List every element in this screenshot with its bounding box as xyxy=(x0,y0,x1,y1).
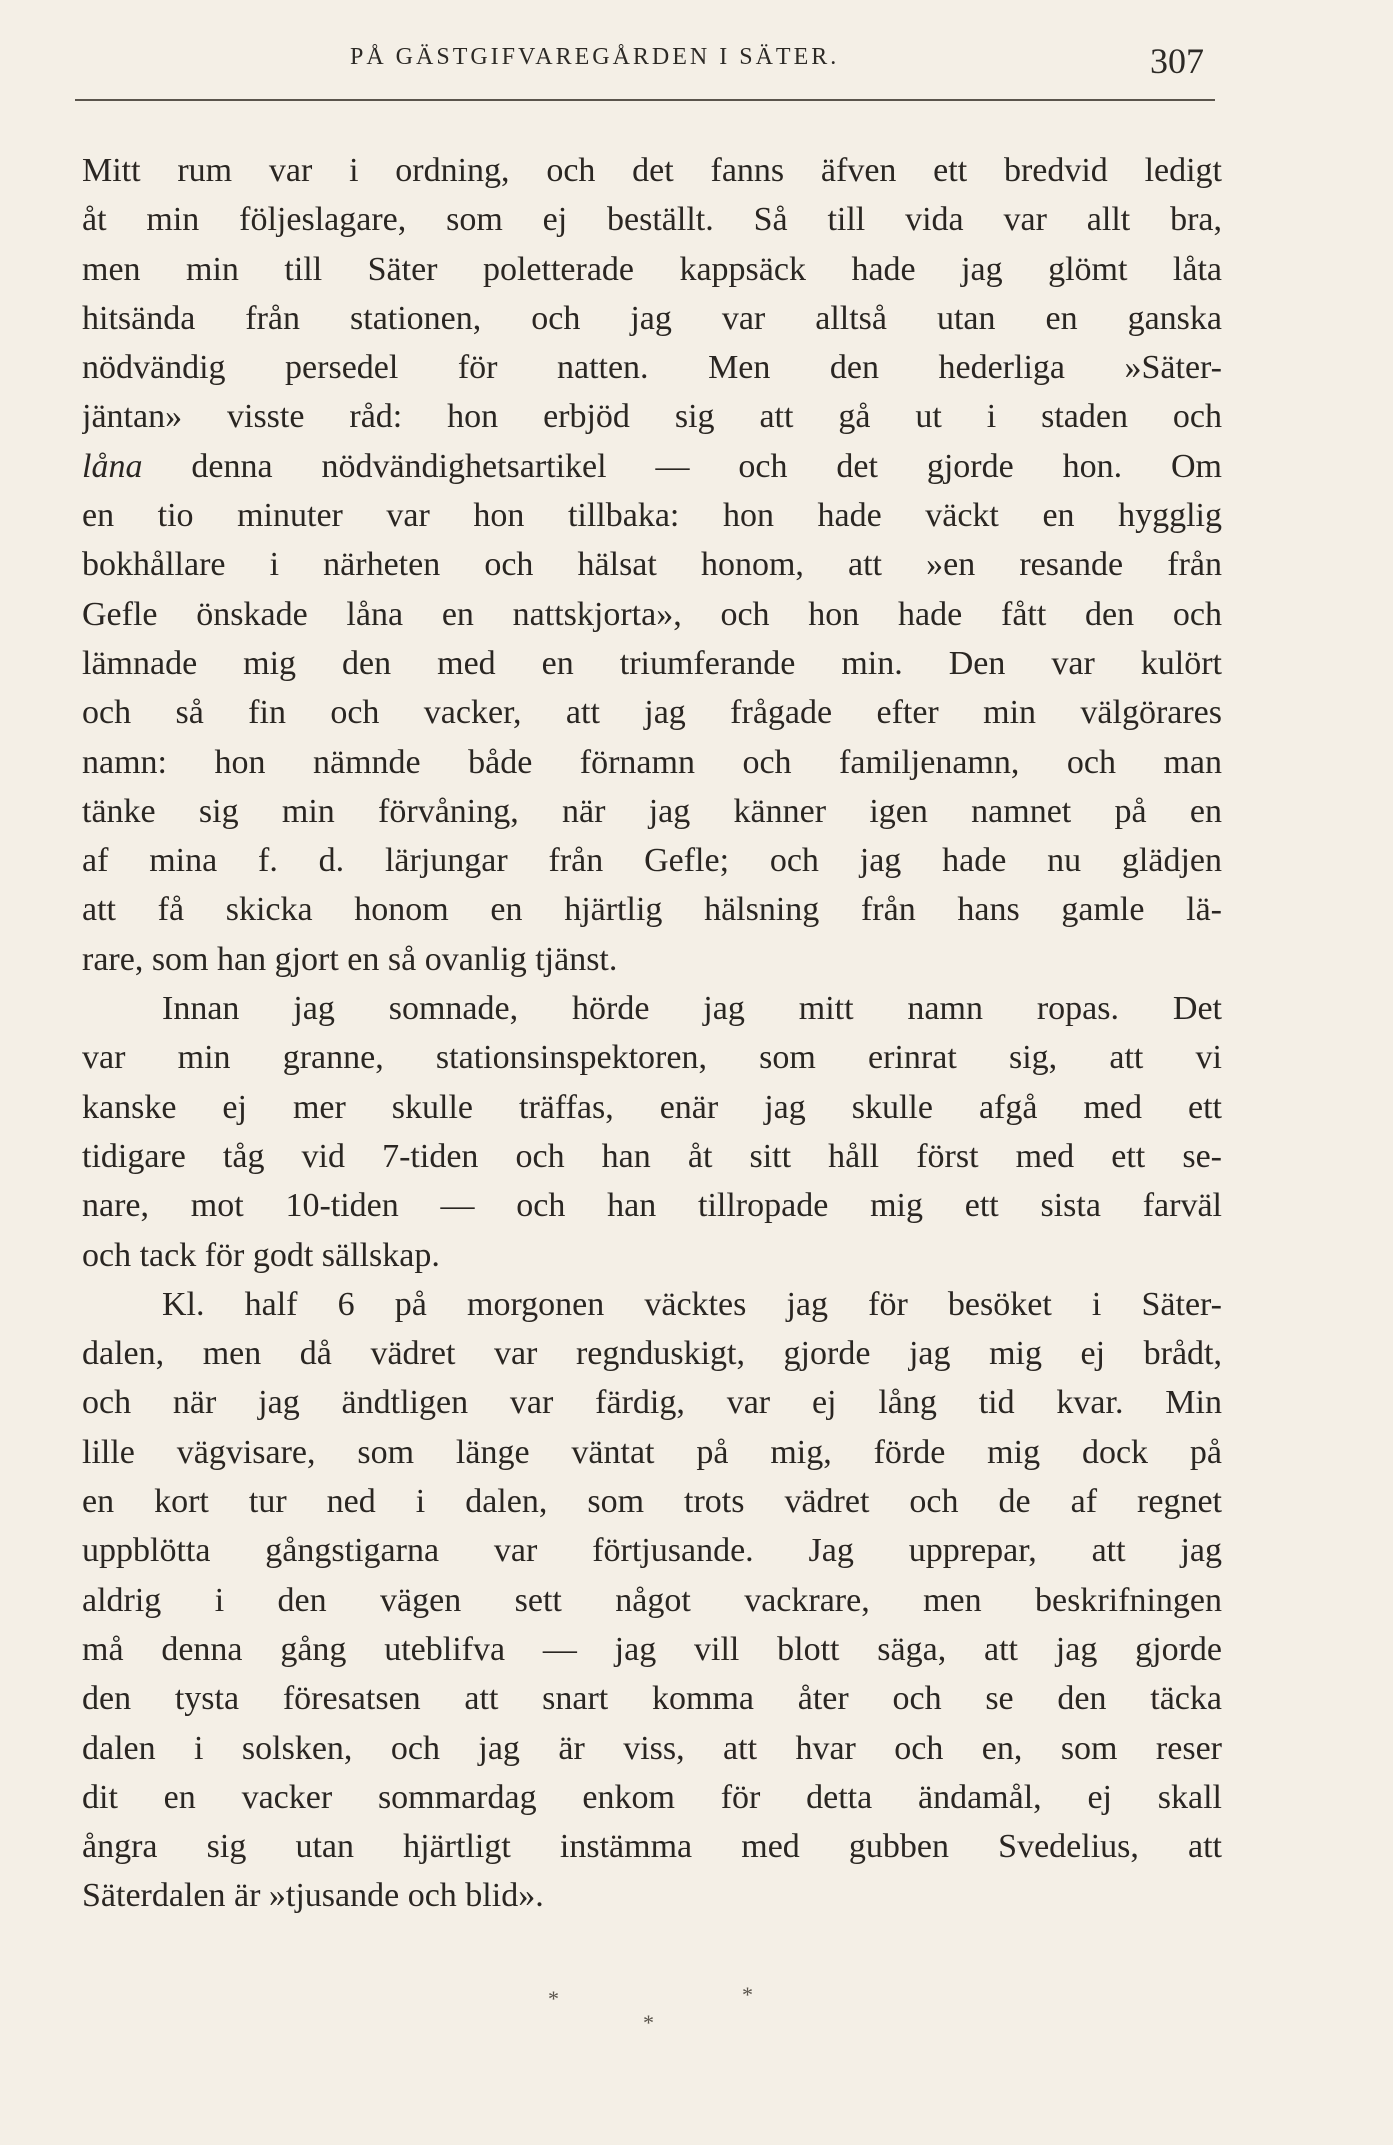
text-line: aldrig i den vägen sett något vackrare, men beskrifningen xyxy=(82,1581,1222,1619)
text-line: hitsända från stationen, och jag var alltså utan en ganska xyxy=(82,299,1222,337)
text-line: jäntan» visste råd: hon erbjöd sig att gå ut i staden och xyxy=(82,398,1222,436)
text-line: dit en vacker sommardag enkom för detta ändamål, ej skall xyxy=(82,1778,1222,1816)
text-line: nödvändig persedel för natten. Men den hederliga »Säter- xyxy=(82,349,1222,387)
text-line: namn: hon nämnde både förnamn och familjenamn, och man xyxy=(82,743,1222,781)
text-line: Kl. half 6 på morgonen väcktes jag för besöket i Säter- xyxy=(162,1285,1222,1323)
text-line: och så fin och vacker, att jag frågade efter min välgörares xyxy=(82,694,1222,732)
text-line: uppblötta gångstigarna var förtjusande. Jag upprepar, att jag xyxy=(82,1532,1222,1570)
text-line: och tack för godt sällskap. xyxy=(82,1236,440,1274)
text-line: lille vägvisare, som länge väntat på mig, förde mig dock på xyxy=(82,1433,1222,1471)
text-line xyxy=(82,442,1222,491)
italic-word: låna xyxy=(82,447,143,485)
paragraph xyxy=(82,984,1222,1280)
text-line: lämnade mig den med en triumferande min. Den var kulört xyxy=(82,644,1222,682)
paragraph xyxy=(82,146,1222,984)
page-number: 307 xyxy=(1150,41,1204,81)
text-line: en tio minuter var hon tillbaka: hon hade väckt en hygglig xyxy=(82,497,1222,535)
text-line: och när jag ändtligen var färdig, var ej lång tid kvar. Min xyxy=(82,1384,1222,1422)
text-line: rare, som han gjort en så ovanlig tjänst. xyxy=(82,940,618,978)
text-line: tidigare tåg vid 7-tiden och han åt sitt håll först med ett se- xyxy=(82,1137,1222,1175)
text-line: kanske ej mer skulle träffas, enär jag skulle afgå med ett xyxy=(82,1088,1222,1126)
text-line: att få skicka honom en hjärtlig hälsning från hans gamle lä- xyxy=(82,891,1222,929)
body-text xyxy=(82,146,1222,1921)
text-line: den tysta föresatsen att snart komma åter och se den täcka xyxy=(82,1680,1222,1718)
running-head: PÅ GÄSTGIFVAREGÅRDEN I SÄTER. xyxy=(350,44,840,70)
line-rest: denna nödvändighetsartikel — och det gjorde hon. Om xyxy=(142,447,1222,485)
asterisk-ornament: * xyxy=(643,2010,654,2035)
text-line: var min granne, stationsinspektoren, som erinrat sig, att vi xyxy=(82,1039,1222,1077)
paragraph xyxy=(82,1280,1222,1921)
text-line: en kort tur ned i dalen, som trots vädret och de af regnet xyxy=(82,1483,1222,1521)
text-line: Säterdalen är »tjusande och blid». xyxy=(82,1877,544,1915)
text-line: åt min följeslagare, som ej beställt. Så till vida var allt bra, xyxy=(82,201,1222,239)
text-line: bokhållare i närheten och hälsat honom, att »en resande från xyxy=(82,546,1222,584)
text-line: Gefle önskade låna en nattskjorta», och hon hade fått den och xyxy=(82,595,1222,633)
text-line: Mitt rum var i ordning, och det fanns äfven ett bredvid ledigt xyxy=(82,152,1222,189)
text-line: dalen, men då vädret var regnduskigt, gjorde jag mig ej brådt, xyxy=(82,1335,1222,1373)
text-line: ångra sig utan hjärtligt instämma med gubben Svedelius, att xyxy=(82,1828,1222,1866)
asterisk-ornament: * xyxy=(548,1986,559,2011)
text-line: af mina f. d. lärjungar från Gefle; och jag hade nu glädjen xyxy=(82,842,1222,880)
text-line: dalen i solsken, och jag är viss, att hvar och en, som reser xyxy=(82,1729,1222,1767)
text-line: tänke sig min förvåning, när jag känner igen namnet på en xyxy=(82,792,1222,830)
text-line: må denna gång uteblifva — jag vill blott säga, att jag gjorde xyxy=(82,1630,1222,1668)
asterisk-ornament: * xyxy=(742,1982,753,2007)
text-line: Innan jag somnade, hörde jag mitt namn ropas. Det xyxy=(162,990,1222,1028)
text-line: nare, mot 10-tiden — och han tillropade mig ett sista farväl xyxy=(82,1187,1222,1225)
header-rule xyxy=(75,99,1215,101)
text-line: men min till Säter poletterade kappsäck hade jag glömt låta xyxy=(82,250,1222,288)
